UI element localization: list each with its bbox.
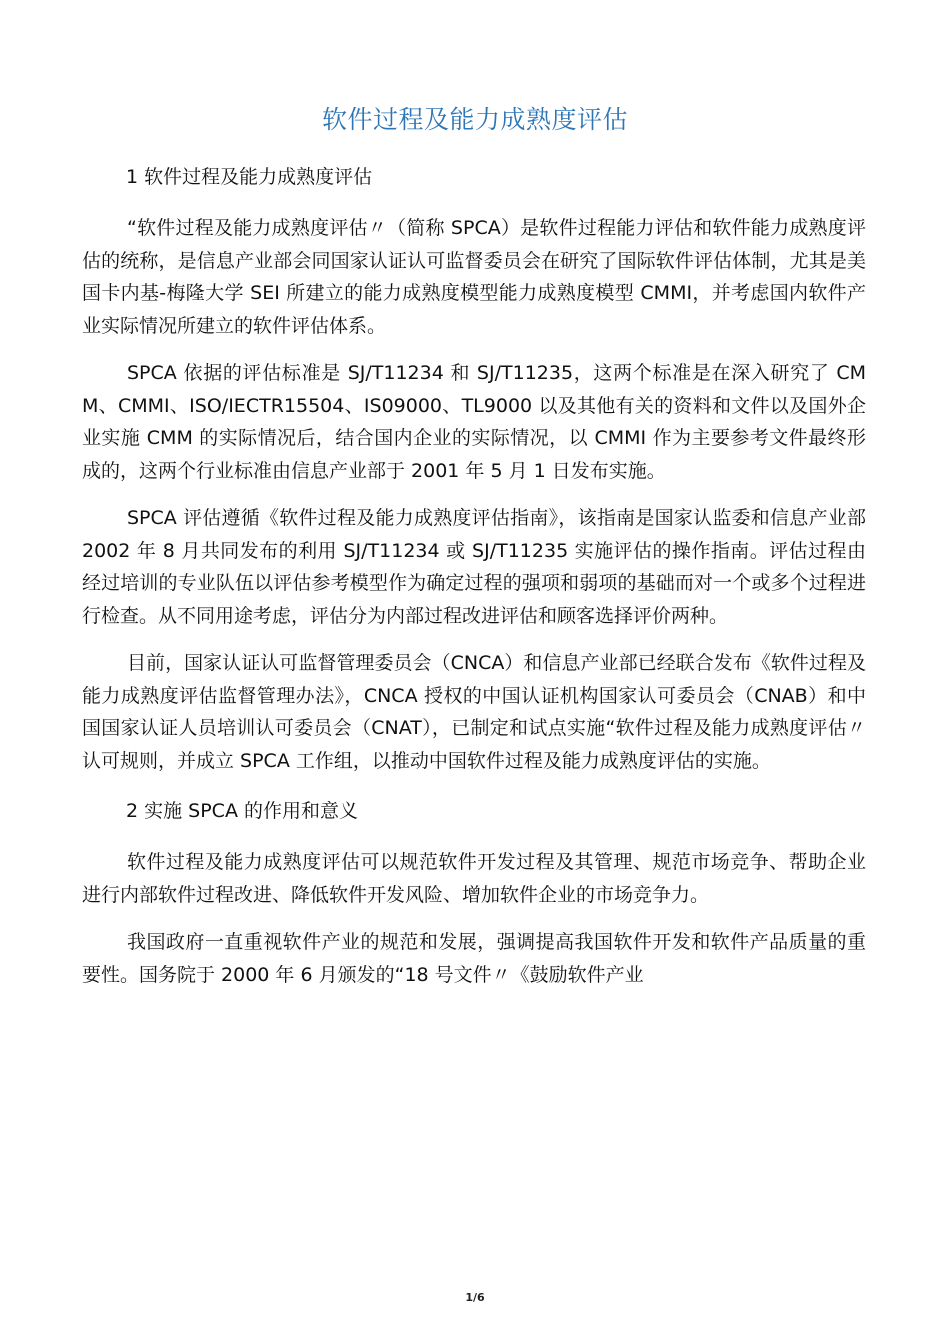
document-body — [82, 158, 866, 1006]
paragraph-1: “软件过程及能力成熟度评估〃（简称 SPCA）是软件过程能力评估和软件能力成熟度评估的统称，是信息产业部会同国家认证认可监督委员会在研究了国际软件评估体制，尤其是美国卡内基-梅隆大学 SEI 所建立的能力成熟度模型能力成熟度模型 CMMI，并考虑国内软件产业实际情况所建立的软件评估体系。 — [82, 217, 866, 337]
section-heading-1: 1 软件过程及能力成熟度评估 — [126, 166, 373, 188]
paragraph-3: SPCA 评估遵循《软件过程及能力成熟度评估指南》，该指南是国家认监委和信息产业部 2002 年 8 月共同发布的利用 SJ/T11234 或 SJ/T11235 实施评估的操作指南。评估过程由经过培训的专业队伍以评估参考模型作为确定过程的强项和弱项的基础而对一个或多个过程进行检查。从不同用途考虑，评估分为内部过程改进评估和顾客选择评价两种。 — [82, 507, 866, 627]
section-heading-2: 2 实施 SPCA 的作用和意义 — [126, 800, 358, 822]
page-number: 1/6 — [465, 1291, 485, 1304]
paragraph-4: 目前，国家认证认可监督管理委员会（CNCA）和信息产业部已经联合发布《软件过程及能力成熟度评估监督管理办法》，CNCA 授权的中国认证机构国家认可委员会（CNAB）和中国国家认证人员培训认可委员会（CNAT），已制定和试点实施“软件过程及能力成熟度评估〃认可规则，并成立 SPCA 工作组，以推动中国软件过程及能力成熟度评估的实施。 — [82, 652, 866, 772]
paragraph-6: 我国政府一直重视软件产业的规范和发展，强调提高我国软件开发和软件产品质量的重要性。国务院于 2000 年 6 月颁发的“18 号文件〃《鼓励软件产业 — [82, 931, 866, 986]
paragraph-2: SPCA 依据的评估标准是 SJ/T11234 和 SJ/T11235，这两个标准是在深入研究了 CMM、CMMI、ISO/IECTR15504、IS09000、TL9000 以及其他有关的资料和文件以及国外企业实施 CMM 的实际情况后，结合国内企业的实际情况，以 CMMI 作为主要参考文件最终形成的，这两个行业标准由信息产业部于 2001 年 5 月 1 日发布实施。 — [82, 362, 866, 482]
paragraph-5: 软件过程及能力成熟度评估可以规范软件开发过程及其管理、规范市场竞争、帮助企业进行内部软件过程改进、降低软件开发风险、增加软件企业的市场竞争力。 — [82, 851, 866, 906]
document-title: 软件过程及能力成熟度评估 — [321, 105, 628, 134]
